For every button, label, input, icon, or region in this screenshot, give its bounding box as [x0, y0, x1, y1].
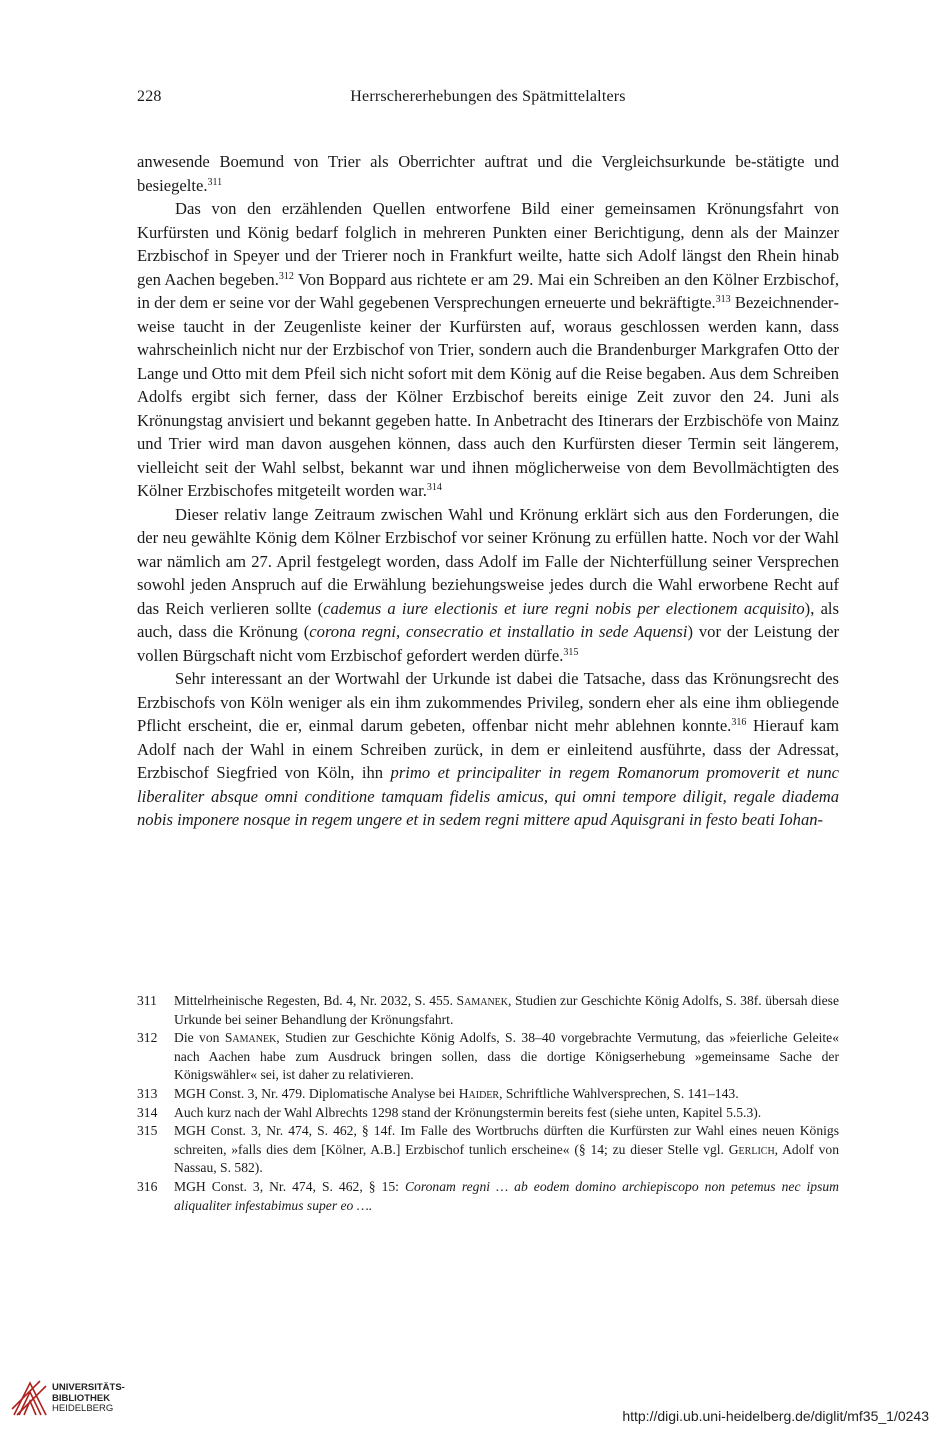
latin-quote: corona regni, consecratio et installatio in sede Aquensi: [309, 622, 688, 641]
footnote-number: 313: [137, 1085, 158, 1101]
footnote-ref: 316: [731, 717, 747, 728]
footnote: [137, 1029, 839, 1085]
text-run: Von Boppard aus richtete er am 29. Mai ein Schreiben an den Kölner Erzbischof, in der dem er seine vor der Wahl gegebenen Versprechungen erneuerte und bekräftigte.: [137, 269, 839, 312]
footnote-ref: 312: [278, 270, 294, 282]
logo-line: BIBLIOTHEK: [52, 1392, 111, 1404]
text-run: MGH Const. 3, Nr. 474, S. 462, § 14f. Im Falle des Wortbruchs dürften die Kurfürsten zur Wahl eines neuen Königs schreiten, »falls dies dem [Kölner, A.B.] Erzbischof tunlich erscheine« (§ 14; zu dieser Stelle vgl.: [174, 1123, 839, 1157]
library-logo[interactable]: [10, 1377, 150, 1427]
paragraph: [137, 150, 839, 197]
author-name: Gerlich: [728, 1141, 775, 1157]
text-run: , Studien zur Geschichte König Adolfs, S. 38f. übersah diese Urkunde bei seiner Behandlung der Krönungsfahrt.: [174, 993, 839, 1027]
text-run: MGH Const. 3, Nr. 479. Diplomatische Analyse bei: [174, 1085, 459, 1101]
text-run: Die von: [174, 1030, 225, 1046]
text-run: , Schriftliche Wahlversprechen, S. 141–143.: [499, 1085, 739, 1101]
author-name: Samanek: [224, 1030, 277, 1046]
footnote-ref: 313: [715, 294, 731, 305]
text-run: ) vor der Leistung der vollen Bürgschaft nicht vom Erzbischof gefordert werden dürfe.: [137, 622, 840, 665]
footnote-ref: 314: [426, 482, 442, 493]
footnote-ref: 315: [563, 646, 579, 658]
footnote: [137, 1178, 839, 1215]
text-run: MGH Const. 3, Nr. 474, S. 462, § 15:: [174, 1178, 405, 1194]
footnote-number: 315: [137, 1123, 158, 1139]
footnotes: [137, 992, 839, 1215]
text-run: Bezeichnenderweise taucht in der Zeugenliste keiner der Kurfürsten auf, woraus geschlossen werden kann, dass wahrscheinlich nicht nur der Erzbischof von Trier, sondern auch die Brandenburger Markgrafen Otto der Lange und Otto mit dem Pfeil sich nicht sofort mit dem König auf die Reise begaben. Aus dem Schreiben Adolfs ergibt sich ferner, dass der Kölner Erzbischof bereits einige Zeit zuvor den 24. Juni als Krönungstag anvisiert und bekannt gegeben hatte. In Anbetracht des Itinerars der Erzbischöfe von Mainz und Trier wird man davon ausgehen können, dass auch den Kurfürsten dieser Termin seit längerem, vielleicht seit der Wahl selbst, bekannt war und ihnen möglicherweise von dem Bevollmächtigten des Kölner Erzbischofes mitgeteilt worden war.: [137, 293, 839, 500]
paragraph: [137, 667, 839, 832]
main-text: [137, 150, 839, 832]
footnote: [137, 1104, 839, 1123]
text-run: , Adolf von Nassau, S. 582).: [174, 1141, 839, 1176]
library-emblem-icon: [10, 1379, 50, 1419]
author-name: Haider: [458, 1085, 500, 1101]
text-run: ), als auch, dass die Krönung (: [137, 598, 839, 641]
footnote: [137, 992, 839, 1029]
text-run: Dieser relativ lange Zeitraum zwischen Wahl und Krönung erklärt sich aus den Forderungen, die der neu gewählte König dem Kölner Erzbischof vor seiner Krönung zu erfüllen hatte. Noch vor der Wahl war nämlich am 27. April festgelegt worden, dass Adolf im Falle der Nichterfüllung seiner Versprechen sowohl jeden Anspruch auf die Erwählung beziehungsweise jedes durch die Wahl erworbene Recht auf das Reich verlieren sollte (: [137, 504, 839, 618]
latin-quote: cademus a iure electionis et iure regni nobis per electionem acquisito: [323, 598, 805, 618]
paragraph: [137, 197, 839, 503]
footnote-number: 312: [137, 1030, 158, 1046]
latin-quote: Coronam regni … ab eodem domino archiepiscopo non petemus nec ipsum aliqualiter infestabimus super eo ….: [174, 1178, 839, 1213]
text-run: Hierauf kam Adolf nach der Wahl in einem Schreiben zurück, in dem er einleitend ausführte, dass der Adressat, Erzbischof Siegfried von Köln, ihn: [137, 716, 839, 782]
author-name: Samanek: [456, 993, 508, 1008]
text-run: Sehr interessant an der Wortwahl der Urkunde ist dabei die Tatsache, dass das Krönungsrecht des Erzbischofs von Köln weniger als ein ihm zukommendes Privileg, sondern eher als eine ihm obliegende Pflicht erscheint, die er, einmal darum gebeten, offenbar nicht mehr ablehnen konnte.: [137, 669, 839, 735]
footnote-ref: 311: [207, 176, 223, 188]
text-run: anwesende Boemund von Trier als Oberrichter auftrat und die Vergleichsurkunde be-stätigte und besiegelte.: [137, 152, 839, 195]
footnote: [137, 1085, 839, 1104]
source-url[interactable]: http://digi.ub.uni-heidelberg.de/diglit/mf35_1/0243: [622, 1408, 929, 1424]
text-run: Das von den erzählenden Quellen entworfene Bild einer gemeinsamen Krönungsfahrt von Kurfürsten und König bedarf folglich in mehreren Punkten einer Berichtigung, denn als der Mainzer Erzbischof in Speyer und der Trierer noch in Frankfurt weilte, hatte sich Adolf längst den Rhein hinab gen Aachen begeben.: [137, 199, 839, 289]
page-number: 228: [137, 88, 162, 105]
footnote-number: 314: [137, 1104, 158, 1120]
text-run: , Studien zur Geschichte König Adolfs, S. 38–40 vorgebrachte Vermutung, das »feierliche Geleite« nach Aachen habe zum Ausdruck bringen sollen, dass die dortige Königserhebung »gemeinsame Sache der Königswähler« sei, ist daher zu relativieren.: [174, 1030, 839, 1083]
footnote: [137, 1122, 839, 1178]
logo-line: UNIVERSITÄTS-: [52, 1382, 125, 1393]
text-run: Mittelrheinische Regesten, Bd. 4, Nr. 2032, S. 455.: [174, 993, 457, 1008]
footnote-number: 316: [137, 1178, 158, 1194]
logo-text: [52, 1383, 125, 1415]
footnote-number: 311: [137, 993, 157, 1008]
text-run: Auch kurz nach der Wahl Albrechts 1298 stand der Krönungstermin bereits fest (siehe unten, Kapitel 5.5.3).: [174, 1104, 762, 1120]
running-head: [137, 88, 839, 110]
latin-quote: primo et principaliter in regem Romanorum promoverit et nunc liberaliter absque omni conditione tamquam fidelis amicus, qui omni tempore diligit, regale diadema nobis imponere nosque in regem ungere et in sedem regni mittere apud Aquisgrani in festo beati Iohan-: [137, 763, 839, 829]
running-title: Herrschererhebungen des Spätmittelalters: [350, 88, 626, 105]
logo-line: HEIDELBERG: [52, 1403, 114, 1414]
paragraph: [137, 503, 839, 668]
